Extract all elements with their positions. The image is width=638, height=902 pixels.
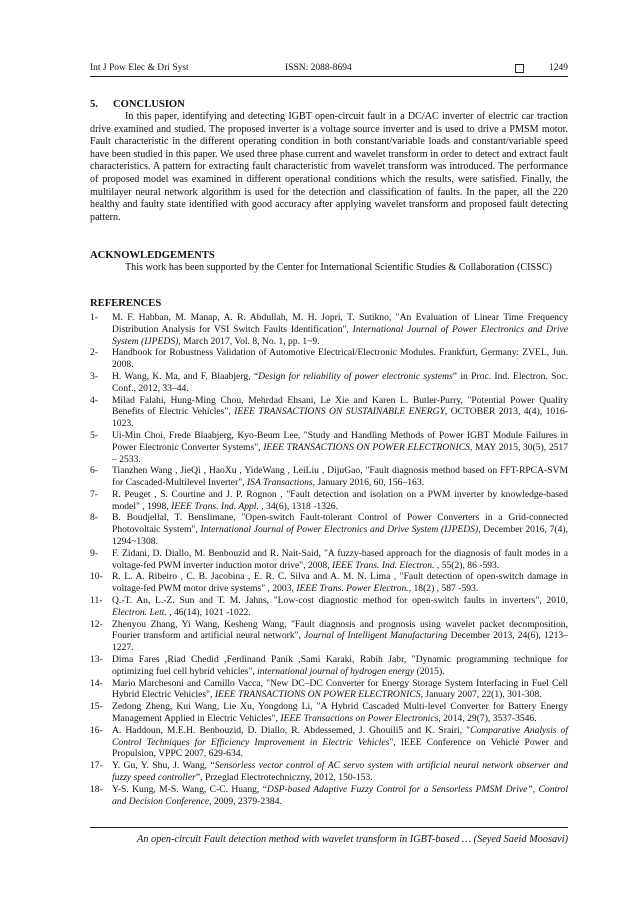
reference-number: 11- <box>90 595 103 607</box>
reference-text: Zhenyou Zhang, Yi Wang, Kesheng Wang, "Fault diagnosis and prognosis using wavelet packet decomposition, Fourier transform and artificial neural network", Journal of Intelligent Manufacturing December 2013, 24(6), 1213–1227. <box>112 618 568 654</box>
reference-item <box>90 725 568 760</box>
reference-text: Mario Marchesoni and Camillo Vacca, "New DC–DC Converter for Energy Storage System Interfacing in Fuel Cell Hybrid Electric Vehicles", IEEE TRANSACTIONS ON POWER ELECTRONICS, January 2007, 22(1), 301-308. <box>112 677 568 701</box>
reference-item <box>90 784 568 808</box>
reference-text: Zedong Zheng, Kui Wang, Lie Xu, Yongdong Li, "A Hybrid Cascaded Multi-level Converter for Battery Energy Management Applied in Electric Vehicles", IEEE Transactions on Power Electronics, 2014, 29(7), 3537-3546. <box>112 701 568 725</box>
reference-number: 16- <box>90 724 103 736</box>
reference-item <box>90 347 568 371</box>
journal-name: Int J Pow Elec & Dri Syst <box>90 63 189 73</box>
reference-item <box>90 595 568 619</box>
reference-text: Tianzhen Wang , JieQi , HaoXu , YideWang , LeiLiu , DijuGao, "Fault diagnosis method based on FFT-RPCA-SVM for Cascaded-Multilevel Inverter", ISA Transactions, January 2016, 60, 156–163. <box>112 465 568 489</box>
reference-number: 10- <box>90 571 103 583</box>
references-heading: REFERENCES <box>90 297 162 309</box>
reference-number: 13- <box>90 654 103 666</box>
reference-text: B. Boudjellal, T. Benslimane, "Open-switch Fault-tolerant Control of Power Converters in a Grid-connected Photovoltaic System", International Journal of Power Electronics and Drive System (IJPEDS), December 2016, 7(4), 1294~1308. <box>112 512 568 548</box>
reference-item <box>90 395 568 430</box>
checkbox-square-icon <box>515 64 524 73</box>
reference-text: F. Zidani, D. Diallo, M. Benbouzid and R. Nait-Said, "A fuzzy-based approach for the diagnosis of fault modes in a voltage-fed PWM inverter induction motor drive", 2008, IEEE Trans. Ind. Electron. , 55(2), 86 -593. <box>112 547 568 571</box>
reference-number: 1- <box>90 311 98 323</box>
reference-text: Dima Fares ,Riad Chedid ,Ferdinand Panik ,Sami Karaki, Rabih Jabr, "Dynamic programming technique for optimizing fuel cell hybrid vehicles", international journal of hydrogen energy (2015). <box>112 654 568 677</box>
page-header <box>90 60 568 77</box>
reference-item <box>90 465 568 489</box>
reference-item <box>90 678 568 702</box>
reference-number: 7- <box>90 488 98 500</box>
reference-number: 3- <box>90 370 98 382</box>
reference-item <box>90 371 568 395</box>
section-number: 5. <box>90 99 98 110</box>
reference-number: 2- <box>90 347 98 359</box>
reference-number: 15- <box>90 701 103 713</box>
reference-number: 14- <box>90 677 103 689</box>
reference-text: Y-S. Kung, M-S. Wang, C-C. Huang, “DSP-based Adaptive Fuzzy Control for a Sensorless PMSM Drive”, Control and Decision Conference, 2009, 2379-2384. <box>112 783 568 807</box>
reference-number: 4- <box>90 394 98 406</box>
reference-item <box>90 619 568 654</box>
page-footer: An open-circuit Fault detection method with wavelet transform in IGBT-based … (Seyed Saeid Moosavi) <box>90 827 568 845</box>
reference-text: A. Haddoun, M.E.H. Benbouzid, D. Diallo, R. Abdessemed, J. Ghouili5 and K. Srairi, "Comparative Analysis of Control Techniques for Efficiency Improvement in Electric Vehicles", IEEE Conference on Vehicle Power and Propulsion, VPPC 2007, 629-634. <box>112 724 568 760</box>
acknowledgements-paragraph: This work has been supported by the Center for International Scientific Studies & Collaboration (CISSC) <box>125 262 552 274</box>
reference-item <box>90 312 568 347</box>
reference-text: Q.-T. An, L.-Z. Sun and T. M. Jahns, "Low-cost diagnostic method for open-switch faults in inverters", 2010, Electron. Lett. , 46(14), 1021 -1022. <box>112 595 568 618</box>
reference-text: Milad Falahi, Hung-Ming Chou, Mehrdad Ehsani, Le Xie and Karen L. Butler-Purry, "Potential Power Quality Benefits of Electric Vehicles", IEEE TRANSACTIONS ON SUSTAINABLE ENERGY, OCTOBER 2013, 4(4), 1016-1023. <box>112 394 568 430</box>
acknowledgements-heading: ACKNOWLEDGEMENTS <box>90 250 215 262</box>
reference-list <box>90 312 568 807</box>
issn: ISSN: 2088-8694 <box>285 63 352 73</box>
reference-text: M. F. Habban, M. Manap, A. R. Abdullah, M. H. Jopri, T. Sutikno, "An Evaluation of Linear Time Frequency Distribution Analysis for VSI Switch Faults Identification", International Journal of Power Electronics and Drive System (IJPEDS), March 2017, Vol. 8, No. 1, pp. 1~9. <box>112 311 568 347</box>
reference-text: R. Peuget , S. Courtine and J. P. Rognon , "Fault detection and isolation on a PWM inverter by knowledge-based model" , 1998, IEEE Trans. Ind. Appl. , 34(6), 1318 -1326. <box>112 488 568 512</box>
conclusion-heading <box>90 98 568 111</box>
section-title: CONCLUSION <box>113 99 185 110</box>
reference-number: 12- <box>90 618 103 630</box>
reference-item <box>90 489 568 513</box>
reference-item <box>90 548 568 572</box>
reference-number: 9- <box>90 547 98 559</box>
reference-item <box>90 760 568 784</box>
reference-number: 8- <box>90 512 98 524</box>
reference-item <box>90 571 568 595</box>
reference-text: H. Wang, K. Ma, and F. Blaabjerg, “Design for reliability of power electronic systems” in Proc. Ind. Electron. Soc. Conf., 2012, 33–44. <box>112 370 568 394</box>
reference-number: 18- <box>90 783 103 795</box>
page-body <box>90 98 568 807</box>
reference-number: 5- <box>90 429 98 441</box>
page-number: 1249 <box>549 63 568 73</box>
reference-item <box>90 654 568 678</box>
reference-number: 6- <box>90 465 98 477</box>
reference-item <box>90 430 568 465</box>
reference-text: R. L. A. Ribeiro , C. B. Jacobina , E. R. C. Silva and A. M. N. Lima , "Fault detection of open-switch damage in voltage-fed PWM motor drive systems" , 2003, IEEE Trans. Power Electron., 18(2) , 587 -593. <box>112 571 568 595</box>
reference-text: Y. Gu, Y. Shu, J. Wang, “Sensorless vector control of AC servo system with artificial neural network observer and fuzzy speed controller”, Przeglad Electrotechniczny, 2012, 150-153. <box>112 760 568 784</box>
reference-text: Ui-Min Choi, Frede Blaabjerg, Kyo-Beum Lee, "Study and Handling Methods of Power IGBT Module Failures in Power Electronic Converter Systems", IEEE TRANSACTIONS ON POWER ELECTRONICS, MAY 2015, 30(5), 2517 – 2533. <box>112 429 569 465</box>
reference-number: 17- <box>90 760 103 772</box>
reference-item <box>90 701 568 725</box>
reference-item <box>90 512 568 547</box>
reference-text: Handbook for Robustness Validation of Automotive Electrical/Electronic Modules. Frankfurt, Germany: ZVEL, Jun. 2008. <box>112 347 568 371</box>
conclusion-paragraph: In this paper, identifying and detecting IGBT open-circuit fault in a DC/AC inverter of electric car traction drive examined and studied. The proposed inverter is a voltage source inverter and is used to drive a PMSM motor. Fault characteristic in the different operating condition in both constant/variable loads and constant/variable speed have been studied in this paper. We used three phase current and wavelet transform in order to detect and extract fault characteristics. A pattern for extracting fault characteristic from wavelet transform was introduced. The performance of proposed model was examined in different operational conditions which the results, were satisfied. Finally, the multilayer neural network algorithm is used for the detection and classification of faults. In the paper, all the 220 healthy and faulty state identified with good accuracy after applying wavelet transform and proposed fault detecting pattern. <box>90 111 568 223</box>
